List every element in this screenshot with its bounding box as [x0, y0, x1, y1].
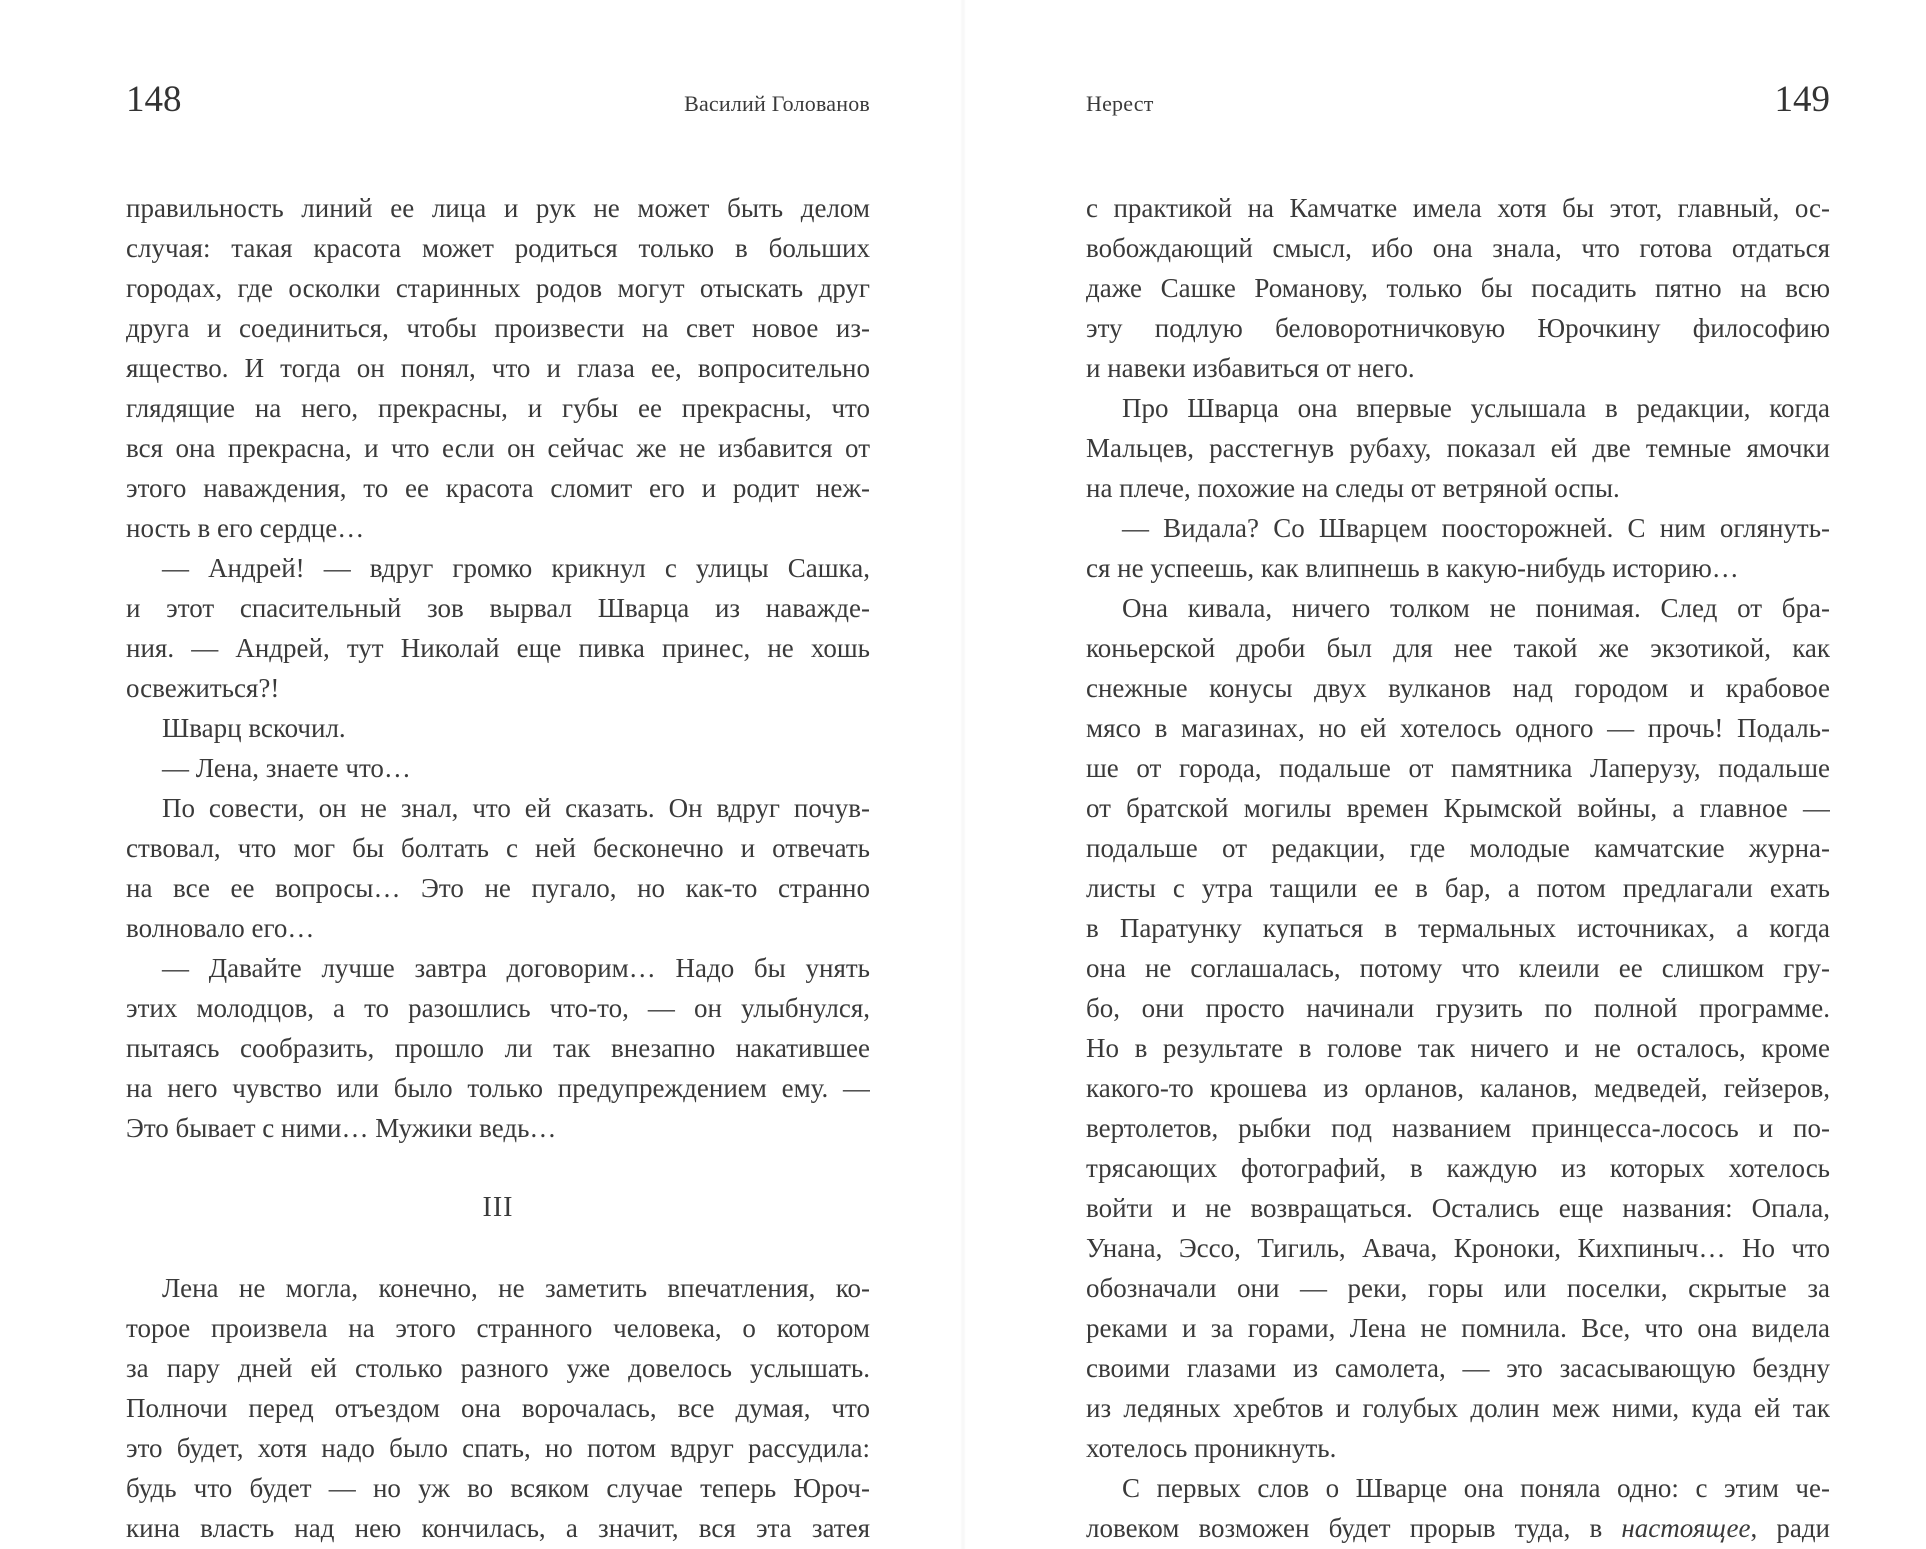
text-fragment: , ради [1750, 1513, 1830, 1543]
running-head-author: Василий Голованов [684, 91, 870, 116]
text-line: Шварц вскочил. [162, 713, 346, 743]
text-line: освежиться?! [126, 673, 280, 703]
text-line: — Давайте лучше завтра договорим… Надо бы унять [162, 953, 870, 983]
text-line: снежные конусы двух вулканов над городом и крабовое [1086, 673, 1830, 703]
text-line: Она кивала, ничего толком не понимая. След от бра- [1122, 593, 1830, 623]
text-line: мясо в магазинах, но ей хотелось одного — прочь! Подаль- [1086, 713, 1830, 743]
text-line: обозначали они — реки, горы или поселки, скрытые за [1086, 1273, 1830, 1303]
text-line: Но в результате в голове так ничего и не осталось, кроме [1086, 1033, 1830, 1063]
text-line: вобождающий смысл, ибо она знала, что готова отдаться [1086, 233, 1830, 263]
text-line: на плече, похожие на следы от ветряной оспы. [1086, 473, 1620, 503]
right-page-header [1086, 78, 1830, 138]
text-line: даже Сашке Романову, только бы посадить пятно на всю [1086, 273, 1830, 303]
emphasized-word: настоящее [1621, 1513, 1751, 1543]
text-line: ше от города, подальше от памятника Лаперузу, подальше [1086, 753, 1830, 783]
text-line: кина власть над нею кончилась, а значит, вся эта затея [126, 1513, 870, 1543]
text-line: Полночи перед отъездом она ворочалась, все думая, что [126, 1393, 870, 1423]
text-line: ся не успеешь, как влипнешь в какую-нибудь историю… [1086, 553, 1739, 583]
text-line: какого-то крошева из орланов, каланов, медведей, гейзеров, [1086, 1073, 1830, 1103]
text-line: и навеки избавиться от него. [1086, 353, 1415, 383]
text-line: — Лена, знаете что… [162, 753, 411, 783]
left-page [126, 0, 870, 1549]
text-line: за пару дней ей столько разного уже довелось услышать. [126, 1353, 870, 1383]
text-line: случая: такая красота может родиться только в больших [126, 233, 870, 263]
text-line: коньерской дроби был для нее такой же экзотикой, как [1086, 633, 1830, 663]
text-line: По совести, он не знал, что ей сказать. Он вдруг почув- [162, 793, 870, 823]
text-line: своими глазами из самолета, — это засасывающую бездну [1086, 1353, 1830, 1383]
text-line: на него чувство или было только предупреждением ему. — [126, 1073, 870, 1103]
text-line: на все ее вопросы… Это не пугало, но как-то странно [126, 873, 870, 903]
text-line: этих молодцов, а то разошлись что-то, — он улыбнулся, [126, 993, 870, 1023]
running-head-title: Нерест [1086, 91, 1154, 116]
text-line: друга и соединиться, чтобы произвести на свет новое из- [126, 313, 870, 343]
text-line: в Паратунку купаться в термальных источниках, а когда [1086, 913, 1830, 943]
text-line: это будет, хотя надо было спать, но потом вдруг рассудила: [126, 1433, 870, 1463]
text-line: бо, они просто начинали грузить по полной программе. [1086, 993, 1830, 1023]
right-page-body [1086, 188, 1830, 1548]
text-line: и этот спасительный зов вырвал Шварца из наважде- [126, 593, 870, 623]
text-line: этого наваждения, то ее красота сломит его и родит неж- [126, 473, 870, 503]
text-line: ность в его сердце… [126, 513, 365, 543]
right-page [1086, 0, 1830, 1549]
page-number: 149 [1774, 79, 1830, 120]
text-line: войти и не возвращаться. Остались еще названия: Опала, [1086, 1193, 1830, 1223]
text-fragment: ловеком возможен будет прорыв туда, в [1086, 1513, 1603, 1543]
text-line-with-emphasis [1086, 1508, 1830, 1548]
text-line: с практикой на Камчатке имела хотя бы этот, главный, ос- [1086, 193, 1830, 223]
text-line: Про Шварца она впервые услышала в редакции, когда [1122, 393, 1830, 423]
text-line: волновало его… [126, 913, 315, 943]
text-line: трясающих фотографий, в каждую из которых хотелось [1086, 1153, 1830, 1183]
text-line: листы с утра тащили ее в бар, а потом предлагали ехать [1086, 873, 1830, 903]
text-line: реками и за горами, Лена не помнила. Все, что она видела [1086, 1313, 1830, 1343]
text-line: Унана, Эссо, Тигиль, Авача, Кроноки, Кихпиныч… Но что [1086, 1233, 1830, 1263]
text-line: она не соглашалась, потому что клеили ее слишком гру- [1086, 953, 1830, 983]
text-line: ствовал, что мог бы болтать с ней бесконечно и отвечать [126, 833, 870, 863]
text-line: — Видала? Со Шварцем поосторожней. С ним оглянуть- [1122, 513, 1830, 543]
text-line: глядящие на него, прекрасны, и губы ее прекрасны, что [126, 393, 870, 423]
text-line: вся она прекрасна, и что если он сейчас же не избавится от [126, 433, 870, 463]
left-page-header [126, 78, 870, 138]
page-number: 148 [126, 79, 182, 120]
text-line: Это бывает с ними… Мужики ведь… [126, 1113, 557, 1143]
gutter [960, 0, 966, 1549]
text-line: пытаясь сообразить, прошло ли так внезапно накатившее [126, 1033, 870, 1063]
text-line: — Андрей! — вдруг громко крикнул с улицы Сашка, [162, 553, 870, 583]
text-line: Лена не могла, конечно, не заметить впечатления, ко- [162, 1273, 870, 1303]
text-line: из ледяных хребтов и голубых долин меж ними, куда ей так [1086, 1393, 1830, 1423]
text-line: торое произвела на этого странного человека, о котором [126, 1313, 870, 1343]
text-line: правильность линий ее лица и рук не может быть делом [126, 193, 870, 223]
text-line: от братской могилы времен Крымской войны, а главное — [1086, 793, 1830, 823]
text-line: С первых слов о Шварце она поняла одно: с этим че- [1122, 1473, 1830, 1503]
text-line: ящество. И тогда он понял, что и глаза ее, вопросительно [126, 353, 870, 383]
text-line: эту подлую беловоротничковую Юрочкину философию [1086, 313, 1830, 343]
text-line: хотелось проникнуть. [1086, 1433, 1337, 1463]
text-line: вертолетов, рыбки под названием принцесса-лосось и по- [1086, 1113, 1830, 1143]
text-line: будь что будет — но уж во всяком случае теперь Юроч- [126, 1473, 870, 1503]
chapter-heading: III [482, 1192, 514, 1223]
text-line: ния. — Андрей, тут Николай еще пивка принес, не хошь [126, 633, 870, 663]
text-line: подальше от редакции, где молодые камчатские журна- [1086, 833, 1830, 863]
text-line: Мальцев, расстегнув рубаху, показал ей две темные ямочки [1086, 433, 1830, 463]
text-line: городах, где осколки старинных родов могут отыскать друг [126, 273, 870, 303]
left-page-body [126, 188, 870, 1548]
